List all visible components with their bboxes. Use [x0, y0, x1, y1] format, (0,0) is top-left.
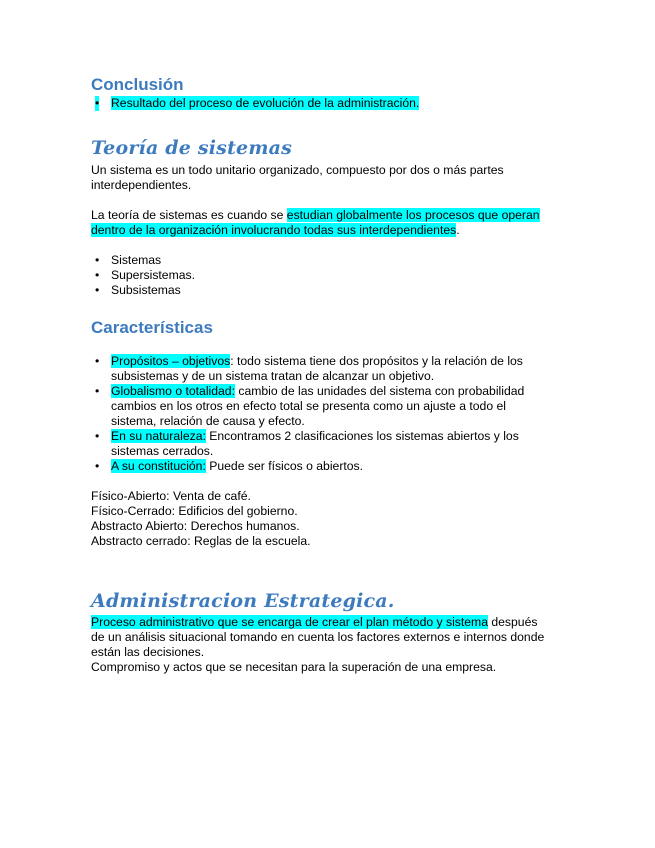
bullet-dot: • — [95, 283, 100, 297]
characteristic-label: A su constitución: — [111, 459, 206, 473]
example-line: Físico-Abierto: Venta de café. — [91, 489, 251, 503]
theory-paragraph — [91, 208, 571, 238]
definition-line: interdependientes. — [91, 178, 192, 192]
system-type: Supersistemas. — [111, 268, 195, 282]
system-examples — [91, 489, 571, 549]
estrategica-text: después — [487, 615, 538, 629]
bullet-dot: • — [95, 253, 100, 267]
bullet-dot: • — [95, 429, 100, 443]
example-line: Abstracto Abierto: Derechos humanos. — [91, 519, 300, 533]
estrategica-heading: Administracion Estrategica. — [91, 590, 395, 612]
conclusion-list — [91, 96, 571, 111]
definition-line: Un sistema es un todo unitario organizado, compuesto por dos o más partes — [91, 163, 504, 177]
list-item — [91, 253, 571, 268]
list-item — [91, 96, 571, 111]
list-item — [91, 429, 571, 459]
bullet-dot: • — [95, 459, 100, 473]
characteristic-text: cambio de las unidades del sistema con probabilidad — [234, 384, 525, 398]
system-type: Sistemas — [111, 253, 162, 267]
characteristic-text: Puede ser físicos o abiertos. — [205, 459, 364, 473]
list-item — [91, 384, 571, 429]
theory-text: La teoría de sistemas es cuando se — [91, 208, 287, 222]
estrategica-paragraph — [91, 615, 571, 675]
conclusion-heading: Conclusión — [91, 75, 184, 94]
characteristic-text: Encontramos 2 clasificaciones los sistemas abiertos y los — [205, 429, 519, 443]
system-definition — [91, 163, 571, 193]
caracteristicas-heading: Características — [91, 318, 213, 337]
list-item — [91, 268, 571, 283]
system-types-list — [91, 253, 571, 298]
characteristics-list — [91, 354, 571, 474]
bullet-dot: • — [95, 96, 100, 110]
example-line: Abstracto cerrado: Reglas de la escuela. — [91, 534, 311, 548]
estrategica-text: Compromiso y actos que se necesitan para la superación de una empresa. — [91, 660, 497, 674]
characteristic-text: sistema, relación de causa y efecto. — [111, 414, 305, 428]
characteristic-label: En su naturaleza: — [111, 429, 206, 443]
characteristic-text: subsistemas y de un sistema tratan de alcanzar un objetivo. — [111, 369, 435, 383]
theory-highlight: dentro de la organización involucrando todas sus interdependientes — [91, 223, 457, 237]
characteristic-text: sistemas cerrados. — [111, 444, 214, 458]
estrategica-highlight: Proceso administrativo que se encarga de crear el plan método y sistema — [91, 615, 488, 629]
list-item — [91, 283, 571, 298]
characteristic-text: cambios en los otros en efecto total se presenta como un ajuste a todo el — [111, 399, 506, 413]
characteristic-text: : todo sistema tiene dos propósitos y la relación de los — [230, 354, 523, 368]
system-type: Subsistemas — [111, 283, 181, 297]
characteristic-label: Propósitos – objetivos — [111, 354, 231, 368]
conclusion-bullet-text: Resultado del proceso de evolución de la administración. — [111, 96, 420, 110]
theory-text: . — [456, 223, 460, 237]
list-item — [91, 459, 571, 474]
theory-highlight: estudian globalmente los procesos que operan — [286, 208, 540, 222]
teoria-heading: Teoría de sistemas — [91, 137, 293, 159]
example-line: Físico-Cerrado: Edificios del gobierno. — [91, 504, 298, 518]
bullet-dot: • — [95, 354, 100, 368]
bullet-dot: • — [95, 384, 100, 398]
estrategica-text: de un análisis situacional tomando en cuenta los factores externos e internos donde — [91, 630, 545, 644]
list-item — [91, 354, 571, 384]
characteristic-label: Globalismo o totalidad: — [111, 384, 235, 398]
estrategica-text: están las decisiones. — [91, 645, 205, 659]
bullet-dot: • — [95, 268, 100, 282]
